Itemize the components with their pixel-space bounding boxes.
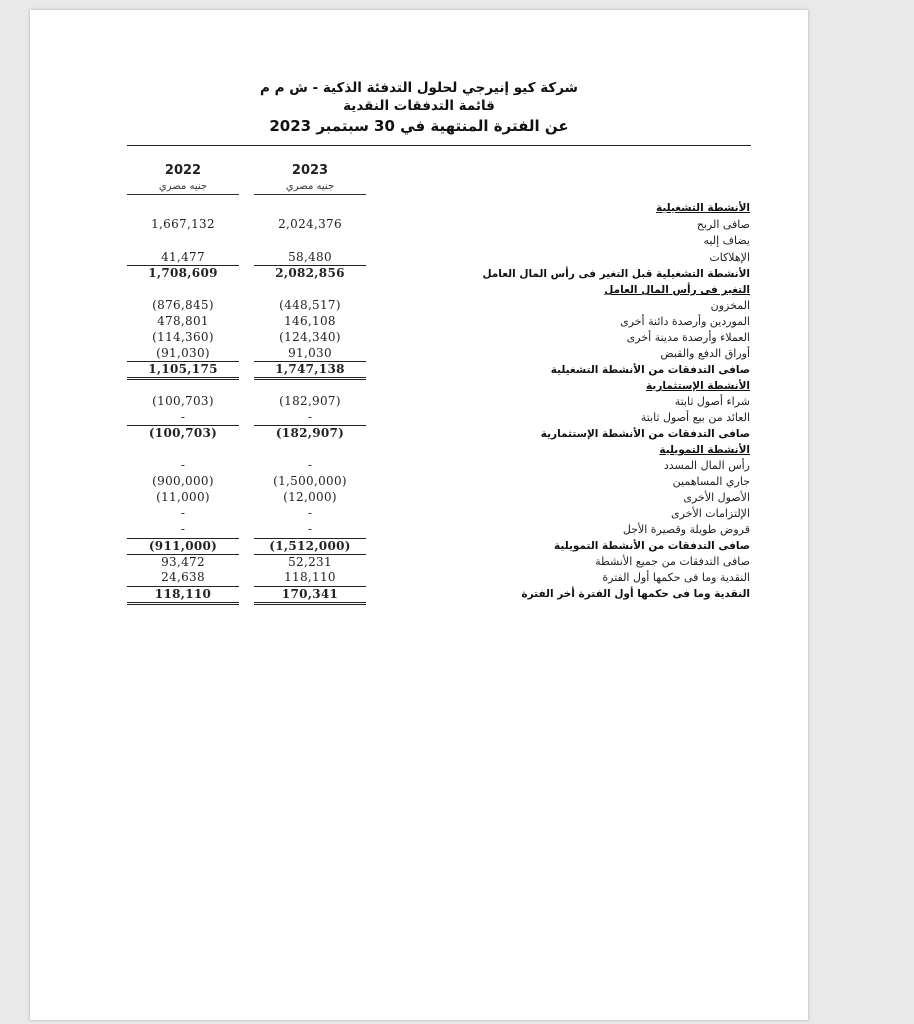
- value-2022: 478,801: [157, 314, 209, 328]
- value-2022: (100,703): [148, 426, 218, 440]
- statement-row: [30, 330, 808, 346]
- value-2023: 146,108: [284, 314, 336, 328]
- value-2023: (448,517): [279, 298, 341, 312]
- statement-row: [30, 426, 808, 442]
- statement-row: [30, 474, 808, 490]
- column-underline-2022: [127, 194, 239, 195]
- value-2022: (91,030): [127, 346, 239, 362]
- column-year-2023: 2023: [291, 163, 329, 178]
- row-label: الأنشطة الإستثمارية: [646, 380, 750, 392]
- statement-row: [30, 200, 808, 216]
- value-2023: -: [307, 458, 313, 472]
- row-label: صافى الربح: [696, 218, 750, 231]
- row-label: الأنشطة التشغيلية: [656, 202, 750, 214]
- value-2022: 41,477: [127, 250, 239, 266]
- statement-period: عن الفترة المنتهية في 30 سبتمبر 2023: [269, 117, 569, 135]
- statement-row: [30, 570, 808, 586]
- value-2022: (114,360): [152, 330, 214, 344]
- column-unit-2022: جنيه مصري: [158, 181, 208, 192]
- value-2022: -: [180, 506, 186, 520]
- row-label: النقدية وما فى حكمها أول الفترة: [602, 571, 750, 584]
- statement-row: [30, 282, 808, 298]
- value-2022: 118,110: [127, 586, 239, 605]
- value-2022: 93,472: [127, 554, 239, 570]
- value-2022: (100,703): [152, 394, 214, 408]
- statement-title: قائمة التدفقات النقدية: [343, 98, 495, 114]
- value-2022: (876,845): [152, 298, 214, 312]
- row-label: العملاء وأرصدة مدينة أخرى: [626, 331, 750, 344]
- header-rule: [127, 145, 751, 146]
- value-2023: (1,512,000): [254, 538, 366, 554]
- value-2022: -: [180, 522, 186, 536]
- value-2023: -: [307, 506, 313, 520]
- row-label: العائد من بيع أصول ثابتة: [640, 411, 750, 424]
- row-label: النقدية وما فى حكمها أول الفترة أخر الفترة: [521, 588, 750, 600]
- value-2022: -: [180, 458, 186, 472]
- value-2022: 1,667,132: [151, 217, 215, 231]
- value-2022: 24,638: [161, 570, 205, 584]
- value-2023: (124,340): [279, 330, 341, 344]
- value-2023: -: [307, 522, 313, 536]
- row-label: قروض طويلة وقصيرة الأجل: [622, 523, 750, 536]
- value-2023: 91,030: [254, 346, 366, 362]
- row-label: صافى التدفقات من الأنشطة التشغيلية: [550, 364, 750, 376]
- company-name: شركة كيو إنيرجي لحلول التدفئة الذكية - ش م م: [260, 80, 578, 96]
- row-label: شراء أصول ثابتة: [674, 395, 750, 408]
- statement-row: [30, 362, 808, 378]
- value-2022: (900,000): [152, 474, 214, 488]
- row-label: يضاف إليه: [703, 234, 750, 247]
- statement-row: [30, 298, 808, 314]
- value-2023: (12,000): [283, 490, 337, 504]
- row-label: الإهلاكات: [709, 251, 750, 264]
- statement-row: [30, 554, 808, 570]
- statement-row: [30, 490, 808, 506]
- statement-row: [30, 506, 808, 522]
- row-label: المخزون: [710, 299, 750, 312]
- row-label: الموردين وأرصدة دائنة أخرى: [620, 315, 750, 328]
- row-label: الأنشطة التشغيلية قبل التغير فى رأس المال العامل: [482, 268, 750, 280]
- value-2023: (1,500,000): [273, 474, 347, 488]
- statement-row: [30, 266, 808, 282]
- row-label: الأنشطة التمويلية: [659, 444, 750, 456]
- column-year-2022: 2022: [164, 163, 202, 178]
- value-2022: 1,708,609: [148, 266, 218, 280]
- value-2023: (182,907): [275, 426, 345, 440]
- statement-row: [30, 378, 808, 394]
- row-label: صافى التدفقات من الأنشطة الإستثمارية: [540, 428, 750, 440]
- value-2023: 118,110: [284, 570, 336, 584]
- value-2023: 52,231: [254, 554, 366, 570]
- value-2023: 2,082,856: [275, 266, 345, 280]
- statement-page: [30, 10, 808, 1020]
- row-label: الإلتزامات الأخرى: [670, 507, 750, 520]
- row-label: صافى التدفقات من جميع الأنشطة: [595, 555, 750, 568]
- statement-row: [30, 250, 808, 266]
- value-2023: -: [254, 410, 366, 426]
- row-label: جاري المساهمين: [672, 475, 750, 488]
- row-label: صافى التدفقات من الأنشطة التمويلية: [554, 540, 750, 552]
- column-underline-2023: [254, 194, 366, 195]
- statement-row: [30, 233, 808, 249]
- value-2022: (11,000): [156, 490, 210, 504]
- statement-row: [30, 314, 808, 330]
- value-2023: (182,907): [279, 394, 341, 408]
- statement-row: [30, 346, 808, 362]
- value-2022: 1,105,175: [127, 362, 239, 380]
- row-label: رأس المال المسدد: [663, 459, 750, 472]
- row-label: أوراق الدفع والقبض: [660, 347, 750, 360]
- value-2023: 1,747,138: [254, 362, 366, 380]
- statement-row: [30, 586, 808, 602]
- row-label: التغير فى رأس المال العامل: [604, 284, 750, 296]
- value-2023: 2,024,376: [278, 217, 342, 231]
- statement-row: [30, 522, 808, 538]
- statement-row: [30, 538, 808, 554]
- value-2022: -: [127, 410, 239, 426]
- value-2022: (911,000): [127, 538, 239, 554]
- statement-row: [30, 394, 808, 410]
- statement-row: [30, 442, 808, 458]
- statement-row: [30, 458, 808, 474]
- column-unit-2023: جنيه مصري: [285, 181, 335, 192]
- value-2023: 170,341: [254, 586, 366, 605]
- statement-row: [30, 410, 808, 426]
- row-label: الأصول الأخرى: [683, 491, 750, 504]
- statement-row: [30, 217, 808, 233]
- value-2023: 58,480: [254, 250, 366, 266]
